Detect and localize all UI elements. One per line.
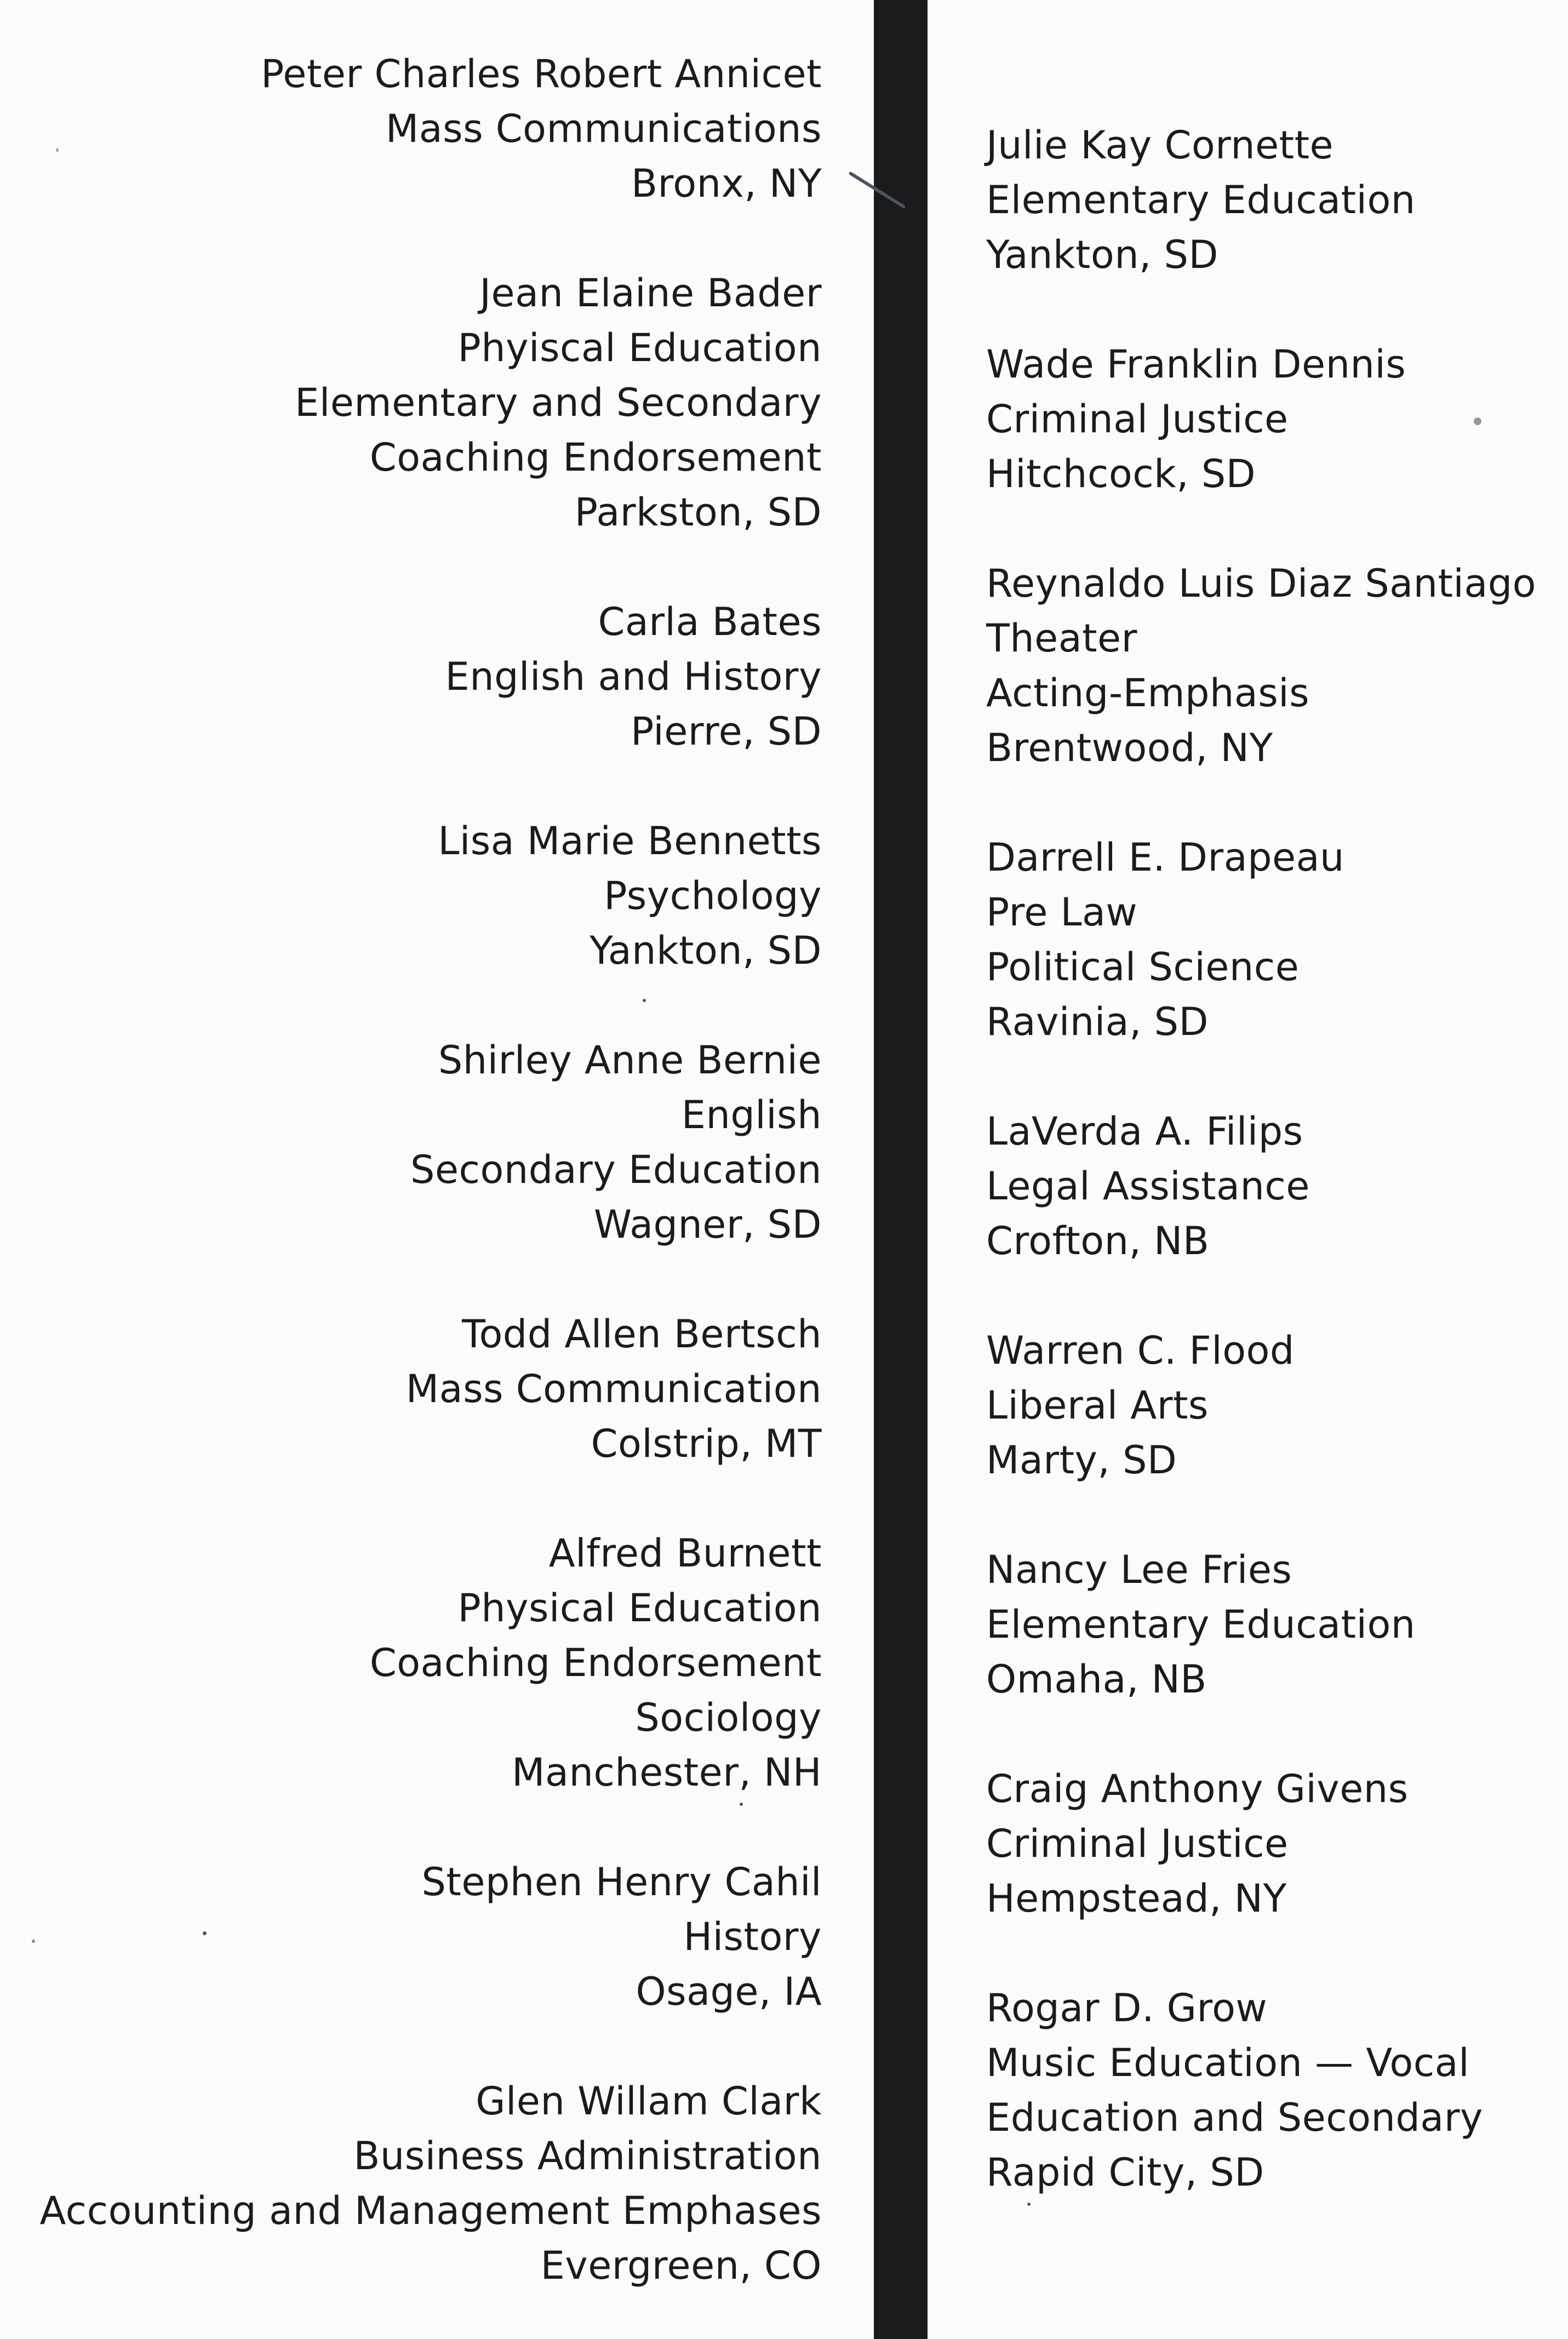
entry-name: Craig Anthony Givens: [986, 1766, 1409, 1811]
entry-name: Stephen Henry Cahil: [421, 1860, 822, 1905]
entry-name: Wade Franklin Dennis: [986, 342, 1406, 387]
entry-name: Peter Charles Robert Annicet: [261, 52, 822, 96]
entry-major: Criminal Justice: [986, 1821, 1289, 1866]
entry-hometown: Brentwood, NY: [986, 725, 1273, 770]
entry-major: Business Administration: [353, 2134, 822, 2178]
entry-right-0: [986, 118, 1556, 282]
entry-major: Phyiscal Education: [457, 325, 822, 370]
entry-major: Pre Law: [986, 890, 1138, 935]
entry-right-7: [986, 1762, 1556, 1926]
entry-major: Music Education — Vocal: [986, 2040, 1470, 2085]
entry-name: LaVerda A. Filips: [986, 1109, 1303, 1154]
entry-hometown: Yankton, SD: [986, 232, 1218, 277]
entry-right-1: [986, 337, 1556, 501]
entry-name: Carla Bates: [598, 599, 822, 644]
entry-name: Glen Willam Clark: [476, 2079, 822, 2124]
entry-detail: Accounting and Management Emphases: [39, 2188, 822, 2233]
entry-hometown: Colstrip, MT: [591, 1421, 822, 1466]
entry-detail: Sociology: [635, 1695, 822, 1740]
entry-major: Theater: [986, 616, 1137, 661]
entry-right-5: [986, 1323, 1556, 1488]
entry-major: English: [681, 1093, 822, 1137]
entry-left-5: [0, 1307, 822, 1471]
entry-hometown: Omaha, NB: [986, 1657, 1207, 1702]
entry-name: Julie Kay Cornette: [986, 123, 1334, 168]
entry-major: Physical Education: [457, 1586, 822, 1631]
entry-hometown: Rapid City, SD: [986, 2150, 1264, 2195]
entry-hometown: Evergreen, CO: [540, 2243, 822, 2288]
entry-detail: Coaching Endorsement: [369, 1640, 822, 1685]
entry-name: Todd Allen Bertsch: [462, 1312, 822, 1357]
entry-major: Mass Communication: [405, 1366, 822, 1411]
entry-detail: Elementary and Secondary: [295, 380, 822, 425]
entry-detail: Political Science: [986, 945, 1300, 990]
entry-right-6: [986, 1542, 1556, 1707]
entry-hometown: Hitchcock, SD: [986, 451, 1256, 496]
entry-name: Shirley Anne Bernie: [438, 1038, 822, 1083]
entry-major: Criminal Justice: [986, 397, 1289, 442]
entry-hometown: Pierre, SD: [631, 709, 822, 754]
entry-name: Alfred Burnett: [548, 1531, 822, 1576]
entry-hometown: Hempstead, NY: [986, 1876, 1287, 1921]
entry-major: History: [683, 1914, 822, 1959]
entry-left-2: [0, 594, 822, 759]
entry-right-2: [986, 556, 1556, 775]
entry-name: Darrell E. Drapeau: [986, 835, 1344, 880]
entry-left-6: [0, 1526, 822, 1800]
entry-major: Legal Assistance: [986, 1164, 1310, 1209]
entry-hometown: Crofton, NB: [986, 1219, 1210, 1263]
center-divider-bar: [874, 0, 928, 2339]
entry-hometown: Parkston, SD: [574, 490, 822, 535]
entry-major: Elementary Education: [986, 178, 1416, 222]
entry-right-4: [986, 1104, 1556, 1268]
entry-hometown: Yankton, SD: [590, 928, 822, 973]
entry-detail: Acting-Emphasis: [986, 671, 1310, 716]
entry-detail: Education and Secondary: [986, 2095, 1483, 2140]
entry-name: Warren C. Flood: [986, 1328, 1295, 1373]
entry-name: Jean Elaine Bader: [479, 271, 822, 316]
entry-left-7: [0, 1855, 822, 2019]
entry-name: Lisa Marie Bennetts: [438, 819, 822, 863]
entry-major: Psychology: [604, 873, 822, 918]
entry-name: Rogar D. Grow: [986, 1986, 1268, 2031]
entry-hometown: Wagner, SD: [593, 1202, 822, 1247]
entry-right-3: [986, 830, 1556, 1049]
entry-left-1: [0, 266, 822, 540]
scan-speck: [203, 1931, 207, 1935]
entry-left-0: [0, 47, 822, 211]
entry-left-4: [0, 1033, 822, 1252]
scan-speck: [56, 148, 59, 152]
scan-speck: [1474, 418, 1481, 425]
entry-detail: Secondary Education: [410, 1147, 822, 1192]
entry-hometown: Marty, SD: [986, 1438, 1177, 1483]
entry-left-8: [0, 2074, 822, 2293]
entry-major: English and History: [445, 654, 822, 699]
entry-name: Nancy Lee Fries: [986, 1547, 1292, 1592]
entry-right-8: [986, 1981, 1556, 2200]
entry-left-3: [0, 814, 822, 978]
scan-speck: [740, 1803, 743, 1806]
entry-name: Reynaldo Luis Diaz Santiago: [986, 561, 1536, 606]
scan-speck: [643, 999, 646, 1002]
entry-hometown: Bronx, NY: [631, 161, 822, 206]
entry-hometown: Osage, IA: [636, 1969, 822, 2014]
entry-major: Elementary Education: [986, 1602, 1416, 1647]
entry-detail: Coaching Endorsement: [369, 435, 822, 480]
entry-hometown: Manchester, NH: [512, 1750, 822, 1795]
entry-major: Mass Communications: [385, 106, 822, 151]
entry-major: Liberal Arts: [986, 1383, 1209, 1428]
scan-speck: [32, 1940, 35, 1943]
scan-speck: [1027, 2203, 1031, 2206]
entry-hometown: Ravinia, SD: [986, 999, 1209, 1044]
